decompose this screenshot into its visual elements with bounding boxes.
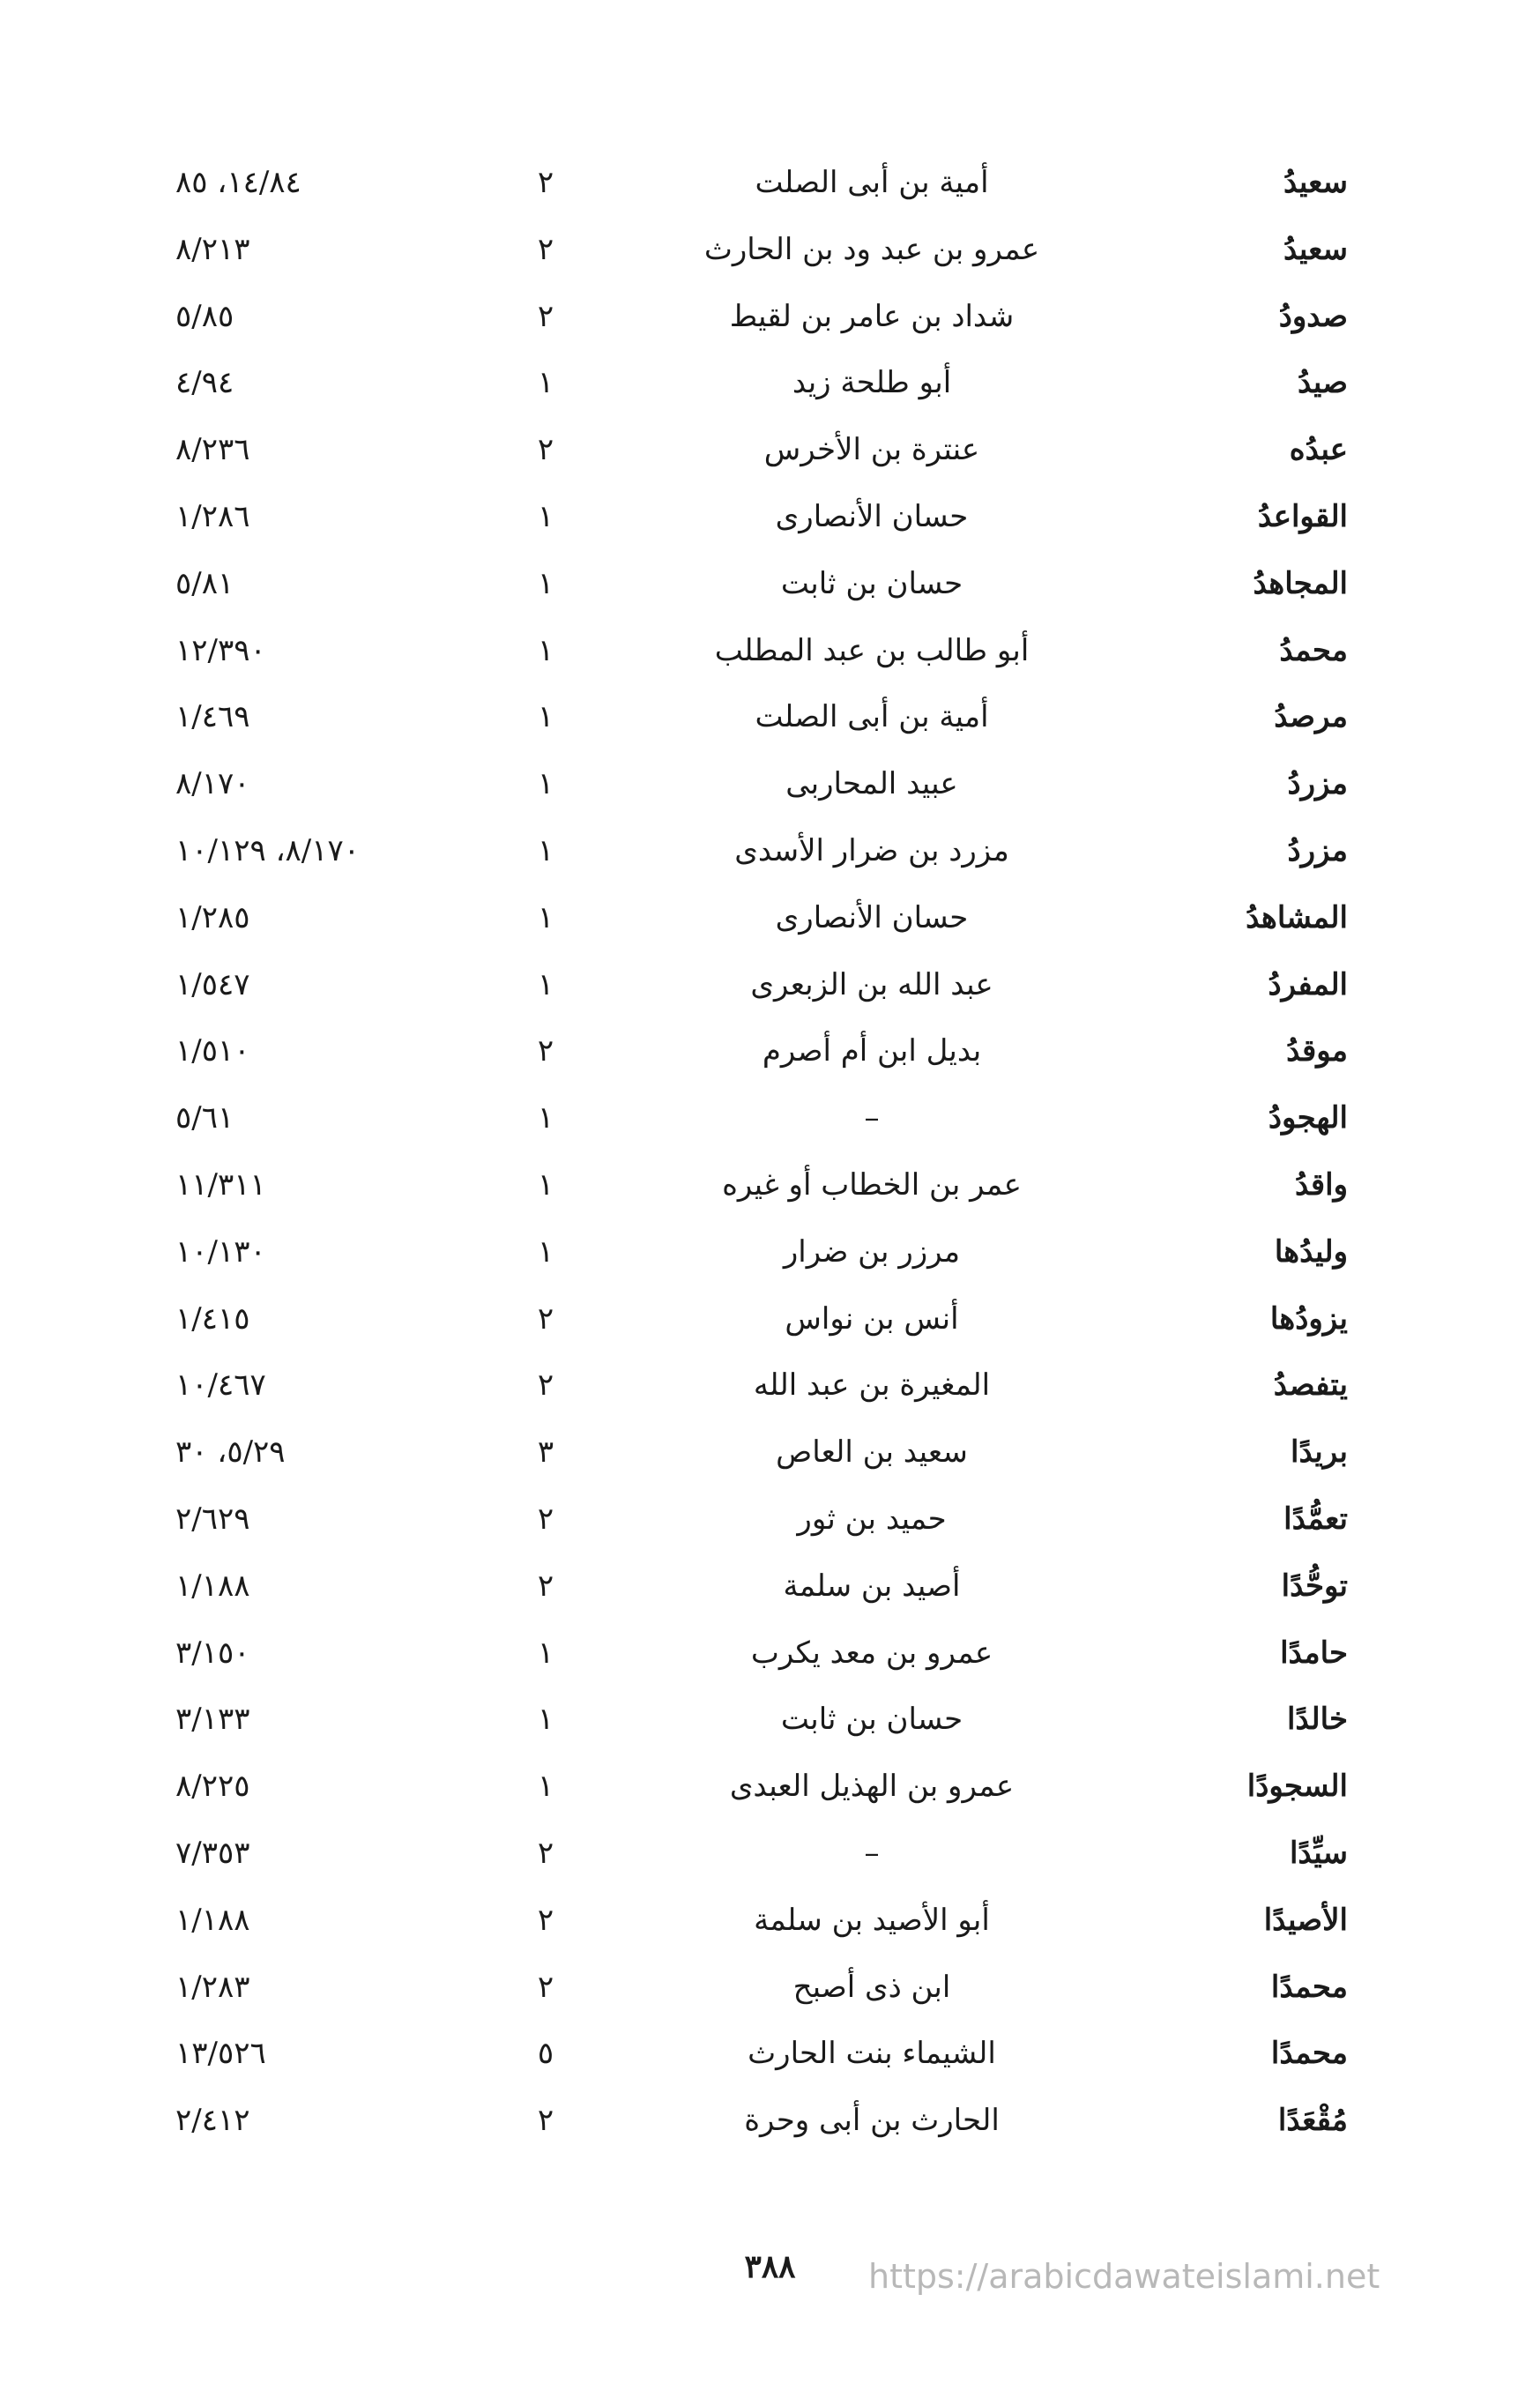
count-cell: ٢ bbox=[537, 1501, 554, 1537]
count-cell: ٥ bbox=[537, 2036, 554, 2072]
reference-cell: ٣/١٥٠ bbox=[175, 1635, 250, 1671]
table-row bbox=[175, 885, 1348, 952]
reference-cell: ٨/٢٣٦ bbox=[175, 432, 250, 468]
table-row bbox=[175, 618, 1348, 685]
rhyme-cell: المفردُ bbox=[1268, 966, 1348, 1002]
poet-cell: عبيد المحاربى bbox=[785, 766, 958, 802]
count-cell: ٢ bbox=[537, 1367, 554, 1404]
table-row bbox=[175, 818, 1348, 885]
table-row bbox=[175, 1754, 1348, 1821]
poet-cell: حسان الأنصارى bbox=[775, 899, 969, 935]
count-cell: ٢ bbox=[537, 298, 554, 334]
reference-cell: ١٠/١٣٠ bbox=[175, 1233, 266, 1270]
count-cell: ١ bbox=[537, 1166, 554, 1203]
count-cell: ٢ bbox=[537, 1568, 554, 1604]
reference-cell: ٥/٦١ bbox=[175, 1100, 234, 1136]
rhyme-cell: واقدُ bbox=[1295, 1166, 1348, 1203]
reference-cell: ٨/١٧٠، ١٠/١٢٩ bbox=[175, 832, 361, 868]
count-cell: ١ bbox=[537, 899, 554, 935]
rhyme-cell: محمدًا bbox=[1270, 2036, 1348, 2072]
poet-cell: عمرو بن عبد ود بن الحارث bbox=[703, 231, 1040, 267]
count-cell: ٢ bbox=[537, 1033, 554, 1069]
poet-cell: مزرد بن ضرار الأسدى bbox=[734, 832, 1009, 868]
poetry-index-table bbox=[175, 150, 1348, 2155]
table-row bbox=[175, 1018, 1348, 1085]
count-cell: ٢ bbox=[537, 1300, 554, 1337]
rhyme-cell: مرصدُ bbox=[1274, 699, 1348, 735]
rhyme-cell: وليدُها bbox=[1274, 1233, 1348, 1270]
reference-cell: ١٣/٥٢٦ bbox=[175, 2036, 266, 2072]
rhyme-cell: مزردُ bbox=[1287, 832, 1348, 868]
poet-cell: – bbox=[864, 1835, 880, 1871]
reference-cell: ٥/٨٥ bbox=[175, 298, 234, 334]
count-cell: ١ bbox=[537, 1635, 554, 1671]
table-row bbox=[175, 284, 1348, 351]
poet-cell: عنترة بن الأخرس bbox=[763, 432, 980, 468]
count-cell: ١ bbox=[537, 766, 554, 802]
poet-cell: مرزر بن ضرار bbox=[783, 1233, 961, 1270]
count-cell: ٣ bbox=[537, 1434, 554, 1471]
count-cell: ٢ bbox=[537, 165, 554, 200]
table-row bbox=[175, 952, 1348, 1019]
poet-cell: عمر بن الخطاب أو غيره bbox=[722, 1166, 1022, 1203]
reference-cell: ١٢/٣٩٠ bbox=[175, 632, 266, 668]
rhyme-cell: الهجودُ bbox=[1268, 1100, 1348, 1136]
count-cell: ١ bbox=[537, 1769, 554, 1805]
rhyme-cell: الأصيدًا bbox=[1263, 1902, 1348, 1938]
table-row bbox=[175, 417, 1348, 484]
table-row bbox=[175, 350, 1348, 417]
rhyme-cell: يزودُها bbox=[1269, 1300, 1348, 1337]
reference-cell: ١١/٣١١ bbox=[175, 1166, 266, 1203]
poet-cell: أمية بن أبى الصلت bbox=[755, 699, 989, 735]
count-cell: ١ bbox=[537, 632, 554, 668]
reference-cell: ٨/٢٢٥ bbox=[175, 1769, 250, 1805]
reference-cell: ٤/٩٤ bbox=[175, 365, 234, 401]
poet-cell: عبد الله بن الزبعرى bbox=[750, 966, 993, 1002]
poet-cell: الحارث بن أبى وحرة bbox=[744, 2103, 1000, 2139]
table-row bbox=[175, 1486, 1348, 1553]
table-row bbox=[175, 1955, 1348, 2022]
reference-cell: ١٠/٤٦٧ bbox=[175, 1367, 266, 1404]
rhyme-cell: المشاهدُ bbox=[1246, 899, 1348, 935]
reference-cell: ١/٤٦٩ bbox=[175, 699, 250, 735]
count-cell: ١ bbox=[537, 498, 554, 534]
table-row bbox=[175, 551, 1348, 618]
rhyme-cell: صدودُ bbox=[1278, 298, 1348, 334]
table-row bbox=[175, 1419, 1348, 1486]
reference-cell: ٣/١٣٣ bbox=[175, 1702, 250, 1738]
poet-cell: المغيرة بن عبد الله bbox=[753, 1367, 991, 1404]
poet-cell: أمية بن أبى الصلت bbox=[755, 165, 989, 200]
table-row bbox=[175, 684, 1348, 751]
table-row bbox=[175, 1687, 1348, 1754]
count-cell: ١ bbox=[537, 966, 554, 1002]
table-row bbox=[175, 1821, 1348, 1888]
reference-cell: ٥/٢٩، ٣٠ bbox=[175, 1434, 286, 1471]
poet-cell: – bbox=[864, 1100, 880, 1136]
poet-cell: عمرو بن معد يكرب bbox=[750, 1635, 993, 1671]
reference-cell: ١٤/٨٤، ٨٥ bbox=[175, 165, 301, 200]
rhyme-cell: صيدُ bbox=[1298, 365, 1348, 401]
rhyme-cell: المجاهدُ bbox=[1253, 565, 1348, 601]
rhyme-cell: مزردُ bbox=[1287, 766, 1348, 802]
reference-cell: ٨/١٧٠ bbox=[175, 766, 250, 802]
rhyme-cell: تعمُّدًا bbox=[1283, 1501, 1348, 1537]
table-row bbox=[175, 1152, 1348, 1219]
count-cell: ١ bbox=[537, 1233, 554, 1270]
poet-cell: أنس بن نواس bbox=[785, 1300, 959, 1337]
rhyme-cell: القواعدُ bbox=[1257, 498, 1348, 534]
rhyme-cell: خالدًا bbox=[1286, 1702, 1348, 1738]
rhyme-cell: حامدًا bbox=[1280, 1635, 1348, 1671]
rhyme-cell: بريدًا bbox=[1291, 1434, 1348, 1471]
count-cell: ٢ bbox=[537, 231, 554, 267]
table-row bbox=[175, 1219, 1348, 1286]
count-cell: ٢ bbox=[537, 1969, 554, 2005]
reference-cell: ٢/٦٢٩ bbox=[175, 1501, 250, 1537]
poet-cell: عمرو بن الهذيل العبدى bbox=[729, 1769, 1015, 1805]
reference-cell: ٧/٣٥٣ bbox=[175, 1835, 250, 1871]
count-cell: ١ bbox=[537, 1702, 554, 1738]
poet-cell: شداد بن عامر بن لقيط bbox=[729, 298, 1015, 334]
count-cell: ٢ bbox=[537, 432, 554, 468]
rhyme-cell: سيِّدًا bbox=[1289, 1835, 1348, 1871]
rhyme-cell: سعيدُ bbox=[1283, 165, 1348, 200]
count-cell: ١ bbox=[537, 1100, 554, 1136]
poet-cell: بديل ابن أم أصرم bbox=[762, 1033, 982, 1069]
rhyme-cell: يتفصدُ bbox=[1273, 1367, 1348, 1404]
reference-cell: ٨/٢١٣ bbox=[175, 231, 250, 267]
poet-cell: أبو طلحة زيد bbox=[792, 365, 952, 401]
poet-cell: الشيماء بنت الحارث bbox=[748, 2036, 996, 2072]
table-row bbox=[175, 1352, 1348, 1419]
table-row bbox=[175, 1620, 1348, 1687]
count-cell: ٢ bbox=[537, 2103, 554, 2139]
page-number: ٣٨٨ bbox=[744, 2248, 796, 2285]
reference-cell: ١/٤١٥ bbox=[175, 1300, 250, 1337]
table-row bbox=[175, 1286, 1348, 1353]
rhyme-cell: محمدُ bbox=[1279, 632, 1348, 668]
count-cell: ٢ bbox=[537, 1835, 554, 1871]
count-cell: ١ bbox=[537, 365, 554, 401]
reference-cell: ١/٢٨٥ bbox=[175, 899, 250, 935]
rhyme-cell: سعيدُ bbox=[1283, 231, 1348, 267]
count-cell: ٢ bbox=[537, 1902, 554, 1938]
reference-cell: ١/٢٨٣ bbox=[175, 1969, 250, 2005]
table-row bbox=[175, 1085, 1348, 1152]
table-row bbox=[175, 484, 1348, 551]
table-row bbox=[175, 2021, 1348, 2088]
reference-cell: ١/٥١٠ bbox=[175, 1033, 250, 1069]
rhyme-cell: السجودًا bbox=[1246, 1769, 1348, 1805]
watermark-url: https://arabicdawateislami.net bbox=[868, 2257, 1380, 2296]
poet-cell: أبو الأصيد بن سلمة bbox=[754, 1902, 990, 1938]
reference-cell: ١/١٨٨ bbox=[175, 1568, 250, 1604]
poet-cell: ابن ذى أصبح bbox=[792, 1969, 951, 2005]
poet-cell: أبو طالب بن عبد المطلب bbox=[714, 632, 1030, 668]
poet-cell: حسان بن ثابت bbox=[780, 565, 963, 601]
table-row bbox=[175, 751, 1348, 818]
poet-cell: حسان بن ثابت bbox=[780, 1702, 963, 1738]
count-cell: ١ bbox=[537, 832, 554, 868]
reference-cell: ٢/٤١٢ bbox=[175, 2103, 250, 2139]
poet-cell: حميد بن ثور bbox=[797, 1501, 947, 1537]
reference-cell: ١/٢٨٦ bbox=[175, 498, 250, 534]
rhyme-cell: موقدُ bbox=[1286, 1033, 1348, 1069]
table-row bbox=[175, 1888, 1348, 1955]
reference-cell: ١/٥٤٧ bbox=[175, 966, 250, 1002]
count-cell: ١ bbox=[537, 699, 554, 735]
table-row bbox=[175, 217, 1348, 284]
count-cell: ١ bbox=[537, 565, 554, 601]
rhyme-cell: مُقْعَدًا bbox=[1277, 2103, 1348, 2139]
reference-cell: ١/١٨٨ bbox=[175, 1902, 250, 1938]
poet-cell: حسان الأنصارى bbox=[775, 498, 969, 534]
table-row bbox=[175, 150, 1348, 217]
poet-cell: أصيد بن سلمة bbox=[783, 1568, 961, 1604]
poet-cell: سعيد بن العاص bbox=[776, 1434, 968, 1471]
reference-cell: ٥/٨١ bbox=[175, 565, 234, 601]
rhyme-cell: محمدًا bbox=[1270, 1969, 1348, 2005]
table-row bbox=[175, 2088, 1348, 2155]
table-row bbox=[175, 1553, 1348, 1620]
rhyme-cell: عبدُه bbox=[1289, 432, 1348, 468]
rhyme-cell: توحُّدًا bbox=[1281, 1568, 1348, 1604]
